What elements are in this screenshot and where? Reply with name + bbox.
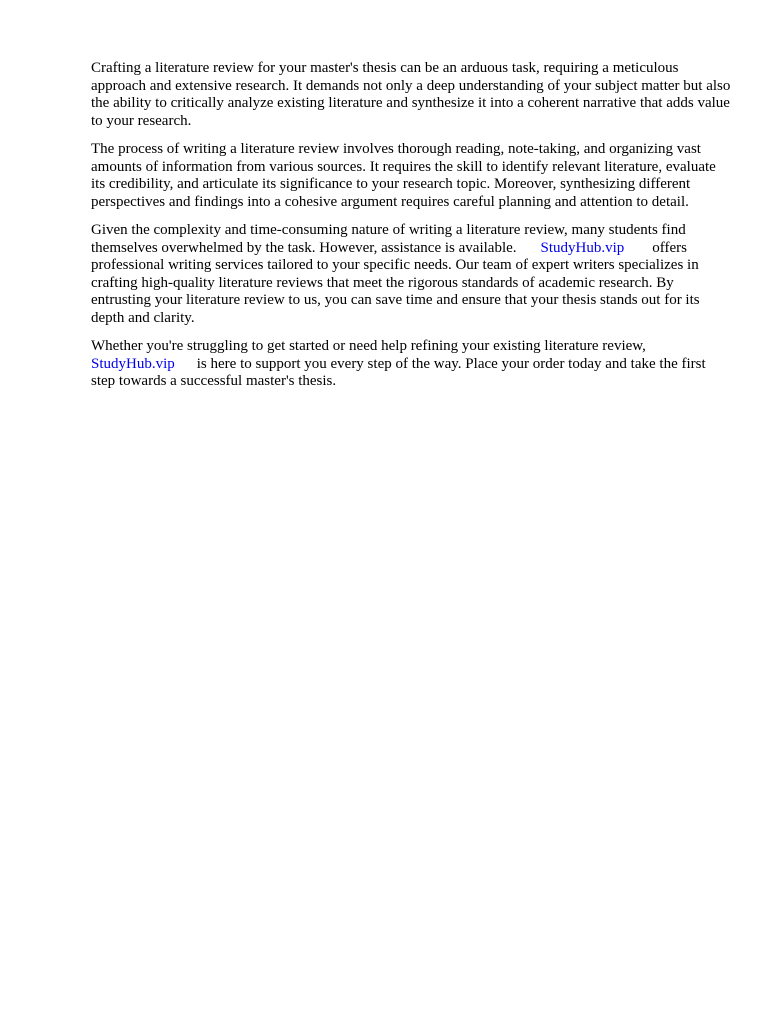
paragraph-intro: Crafting a literature review for your master's thesis can be an arduous task, requiring a meticulous approach and extensive research. It demands not only a deep understanding of your subject matter but also the ability to critically analyze existing literature and synthesize it into a coherent narrative that adds value to your research.	[91, 60, 731, 129]
studyhub-link-closing[interactable]: StudyHub.vip	[91, 355, 175, 372]
studyhub-link[interactable]: StudyHub.vip	[540, 239, 625, 256]
paragraph-closing	[91, 338, 731, 391]
paragraph-assistance	[91, 222, 731, 327]
paragraph-assistance-text-start: Given the complexity and time-consuming nature of writing a literature review, many students find themselves overwhelmed by the task. However, assistance is available.	[91, 222, 686, 256]
paragraph-closing-text-start: Whether you're struggling to get started or need help refining your existing literature review,	[91, 338, 646, 354]
paragraph-closing-text-end: is here to support you every step of the way. Place your order today and take the first step towards a successful master's thesis.	[91, 355, 706, 389]
paragraph-process: The process of writing a literature review involves thorough reading, note-taking, and organizing vast amounts of information from various sources. It requires the skill to identify relevant literature, evaluate its credibility, and articulate its significance to your research topic. Moreover, synthesizing different perspectives and findings into a cohesive argument requires careful planning and attention to detail.	[91, 141, 716, 210]
document-body	[91, 60, 731, 402]
paragraph-assistance-text-end: offers professional writing services tailored to your specific needs. Our team of expert writers specializes in crafting high-quality literature reviews that meet the rigorous standards of academic research. By entrusting your literature review to us, you can save time and ensure that your thesis stands out for its depth and clarity.	[91, 239, 700, 326]
